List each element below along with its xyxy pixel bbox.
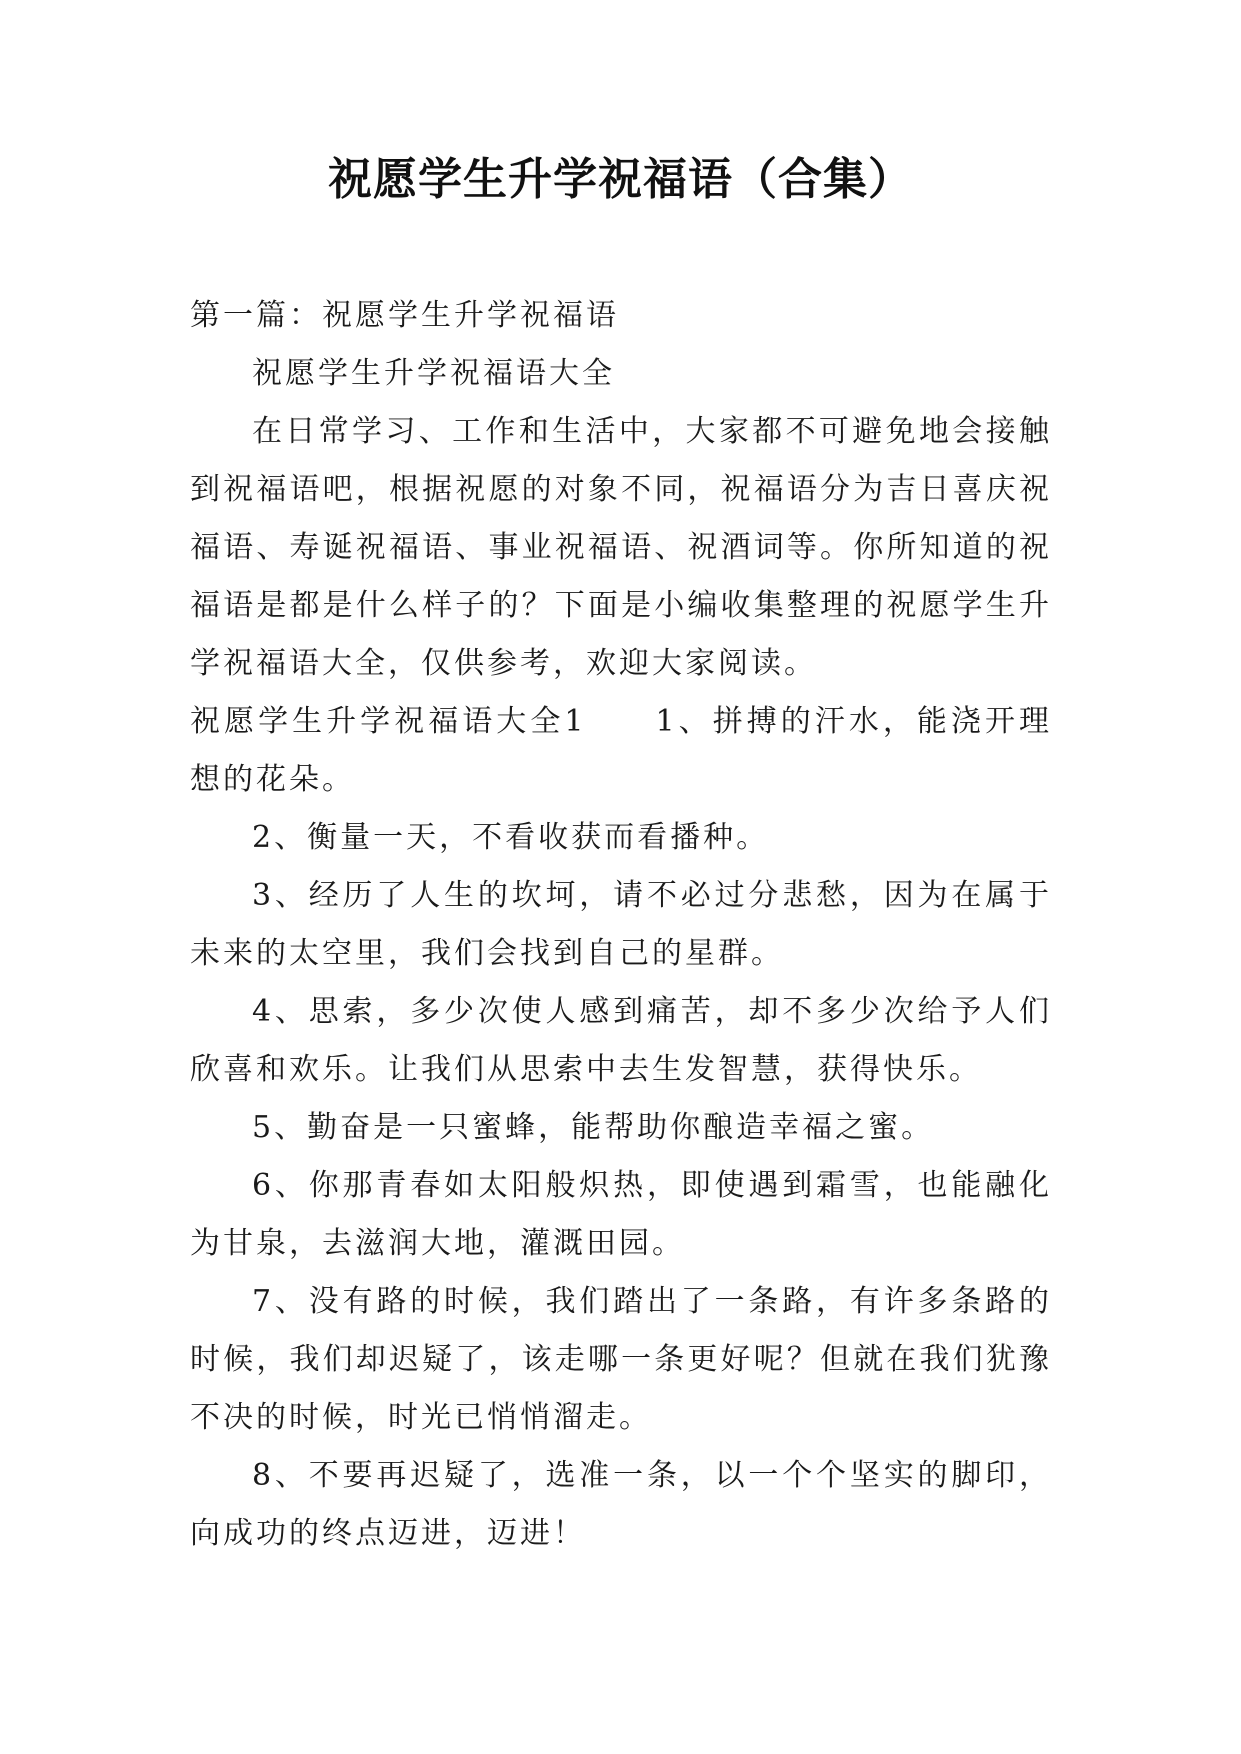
blessing-paragraph-8: 8、不要再迟疑了，选准一条，以一个个坚实的脚印，向成功的终点迈进，迈进！: [190, 1458, 1052, 1551]
document-title: 祝愿学生升学祝福语（合集）: [328, 154, 913, 205]
document-body: [190, 287, 1052, 1563]
blessing-paragraph-6: 6、你那青春如太阳般炽热，即使遇到霜雪，也能融化为甘泉，去滋润大地，灌溉田园。: [190, 1168, 1052, 1261]
blessing-paragraph-5: 5、勤奋是一只蜜蜂，能帮助你酿造幸福之蜜。: [252, 1110, 935, 1145]
blessing-paragraph-7: 7、没有路的时候，我们踏出了一条路，有许多条路的时候，我们却迟疑了，该走哪一条更好呢？但就在我们犹豫不决的时候，时光已悄悄溜走。: [190, 1284, 1052, 1435]
section-heading: 第一篇：祝愿学生升学祝福语: [190, 298, 619, 333]
intro-paragraph: 在日常学习、工作和生活中，大家都不可避免地会接触到祝福语吧，根据祝愿的对象不同，祝福语分为吉日喜庆祝福语、寿诞祝福语、事业祝福语、祝酒词等。你所知道的祝福语是都是什么样子的？下面是小编收集整理的祝愿学生升学祝福语大全，仅供参考，欢迎大家阅读。: [190, 414, 1052, 681]
blessing-paragraph-3: 3、经历了人生的坎坷，请不必过分悲愁，因为在属于未来的太空里，我们会找到自己的星群。: [190, 878, 1052, 971]
blessing-paragraph-2: 2、衡量一天，不看收获而看播种。: [252, 820, 770, 855]
subtitle-paragraph: 祝愿学生升学祝福语大全: [252, 356, 615, 391]
blessing-paragraph-4: 4、思索，多少次使人感到痛苦，却不多少次给予人们欣喜和欢乐。让我们从思索中去生发智慧，获得快乐。: [190, 994, 1052, 1087]
blessing-paragraph-1: 祝愿学生升学祝福语大全1 1、拼搏的汗水，能浇开理想的花朵。: [190, 704, 1052, 797]
